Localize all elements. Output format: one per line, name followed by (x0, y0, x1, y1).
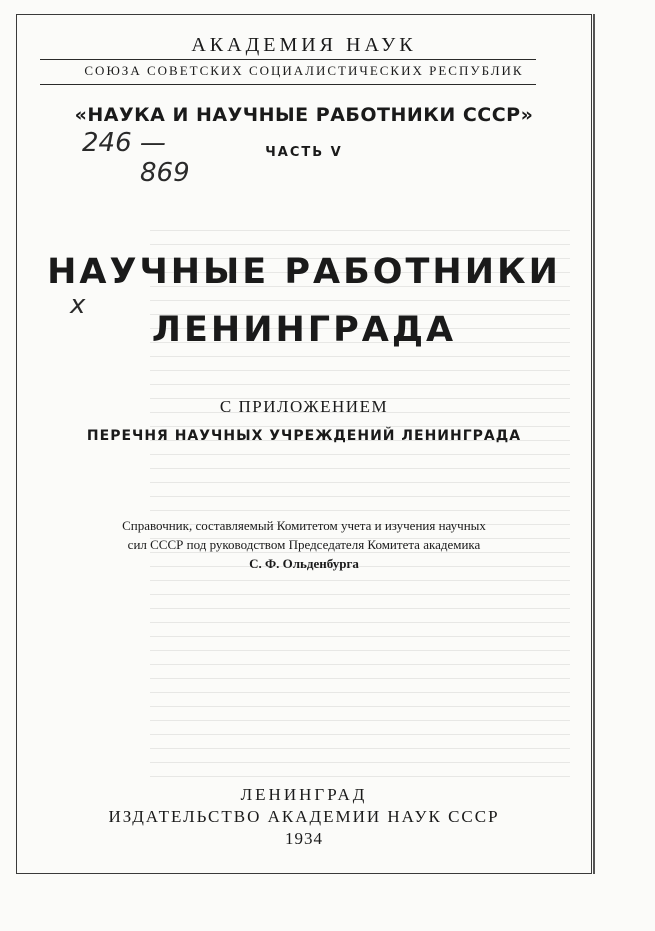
header-rule-bottom (40, 84, 536, 85)
description-author: С. Ф. Ольденбурга (249, 556, 359, 571)
description-line1: Справочник, составляемый Комитетом учета и изучения научных (122, 518, 486, 533)
handwritten-mark: x (70, 290, 86, 320)
binding-edge (593, 14, 595, 874)
main-title-line2: ЛЕНИНГРАДА (151, 310, 457, 350)
main-title-line1: НАУЧНЫЕ РАБОТНИКИ (47, 252, 561, 292)
series-title: «НАУКА И НАУЧНЫЕ РАБОТНИКИ СССР» (74, 104, 534, 126)
academy-heading: АКАДЕМИЯ НАУК (191, 34, 417, 56)
imprint-city: ЛЕНИНГРАД (240, 785, 368, 804)
subtitle-with: С ПРИЛОЖЕНИЕМ (219, 397, 389, 416)
union-subheading: СОЮЗА СОВЕТСКИХ СОЦИАЛИСТИЧЕСКИХ РЕСПУБЛИК (84, 63, 524, 78)
description (16, 516, 592, 573)
subtitle-list: ПЕРЕЧНЯ НАУЧНЫХ УЧРЕЖДЕНИЙ ЛЕНИНГРАДА (86, 428, 522, 444)
header-rule-top (40, 59, 536, 60)
handwritten-code-bottom: 869 (140, 158, 190, 188)
imprint-publisher: ИЗДАТЕЛЬСТВО АКАДЕМИИ НАУК СССР (108, 807, 500, 826)
handwritten-code-top: 246 — (82, 128, 166, 158)
imprint-year: 1934 (285, 829, 323, 848)
series-part: ЧАСТЬ V (265, 145, 343, 160)
description-line2: сил СССР под руководством Председателя Комитета академика (127, 537, 481, 552)
